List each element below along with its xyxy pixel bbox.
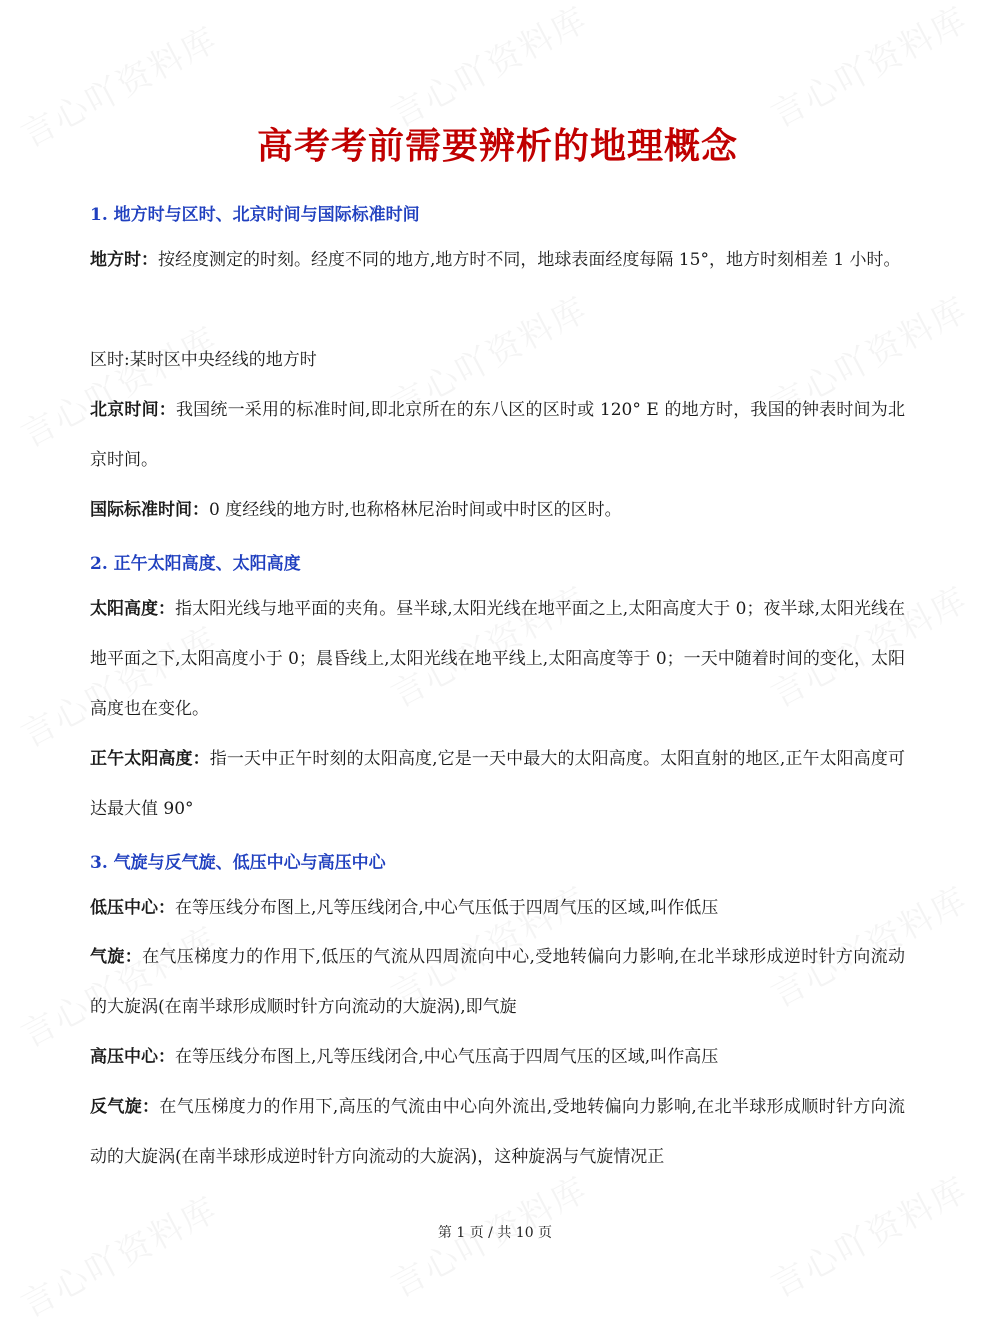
paragraph-text: 0 度经线的地方时,也称格林尼治时间或中时区的区时。	[209, 500, 622, 520]
term-label: 地方时：	[90, 250, 158, 270]
paragraph-zone-time	[90, 335, 905, 385]
paragraph-high-pressure	[90, 1032, 905, 1082]
document-title: 高考考前需要辨析的地理概念	[256, 125, 738, 167]
watermark	[11, 1182, 225, 1320]
term-label: 太阳高度：	[90, 599, 176, 619]
paragraph-text: 指一天中正午时刻的太阳高度,它是一天中最大的太阳高度。太阳直射的地区,正午太阳高度可达最大值 90°	[90, 749, 906, 819]
term-label: 北京时间：	[90, 400, 176, 420]
term-label: 国际标准时间：	[90, 500, 209, 520]
term-label: 高压中心：	[90, 1047, 175, 1067]
term-label: 正午太阳高度：	[90, 749, 210, 769]
section-heading-2: 2. 正午太阳高度、太阳高度	[90, 554, 301, 574]
paragraph-utc	[90, 485, 905, 535]
paragraph-text: 在气压梯度力的作用下,高压的气流由中心向外流出,受地转偏向力影响,在北半球形成顺时针方向流动的大旋涡(在南半球形成逆时针方向流动的大旋涡)，这种旋涡与气旋情况正	[90, 1097, 905, 1167]
paragraph-low-pressure	[90, 883, 905, 933]
paragraph-beijing-time	[90, 385, 905, 485]
paragraph-text: 在等压线分布图上,凡等压线闭合,中心气压低于四周气压的区域,叫作低压	[175, 898, 719, 918]
section-heading-1: 1. 地方时与区时、北京时间与国际标准时间	[90, 205, 420, 225]
watermark	[761, 0, 975, 137]
paragraph-text: 我国统一采用的标准时间,即北京所在的东八区的区时或 120° E 的地方时，我国的钟表时间为北京时间。	[90, 400, 905, 470]
paragraph-text: 按经度测定的时刻。经度不同的地方,地方时不同，地球表面经度每隔 15°，地方时刻相差 1 小时。	[158, 250, 901, 270]
section-heading-3: 3. 气旋与反气旋、低压中心与高压中心	[90, 853, 386, 873]
term-label: 低压中心：	[90, 898, 175, 918]
page-footer: 第 1 页 / 共 10 页	[437, 1225, 553, 1241]
paragraph-text: 在气压梯度力的作用下,低压的气流从四周流向中心,受地转偏向力影响,在北半球形成逆时针方向流动的大旋涡(在南半球形成顺时针方向流动的大旋涡),即气旋	[90, 947, 906, 1017]
paragraph-cyclone	[90, 932, 905, 1032]
paragraph-local-time	[90, 235, 905, 285]
watermark	[381, 0, 595, 137]
paragraph-solar-altitude	[90, 584, 905, 734]
paragraph-text: 指太阳光线与地平面的夹角。昼半球,太阳光线在地平面之上,太阳高度大于 0；夜半球,太阳光线在地平面之下,太阳高度小于 0；晨昏线上,太阳光线在地平线上,太阳高度等于 0；一天中随着时间的变化，太阳高度也在变化。	[90, 599, 905, 719]
paragraph-text: 在等压线分布图上,凡等压线闭合,中心气压高于四周气压的区域,叫作高压	[175, 1047, 719, 1067]
term-label: 反气旋：	[90, 1097, 160, 1117]
term-label: 气旋：	[90, 947, 143, 967]
paragraph-text: 区时:某时区中央经线的地方时	[90, 350, 317, 370]
paragraph-anticyclone	[90, 1082, 905, 1182]
paragraph-noon-solar-altitude	[90, 734, 905, 834]
